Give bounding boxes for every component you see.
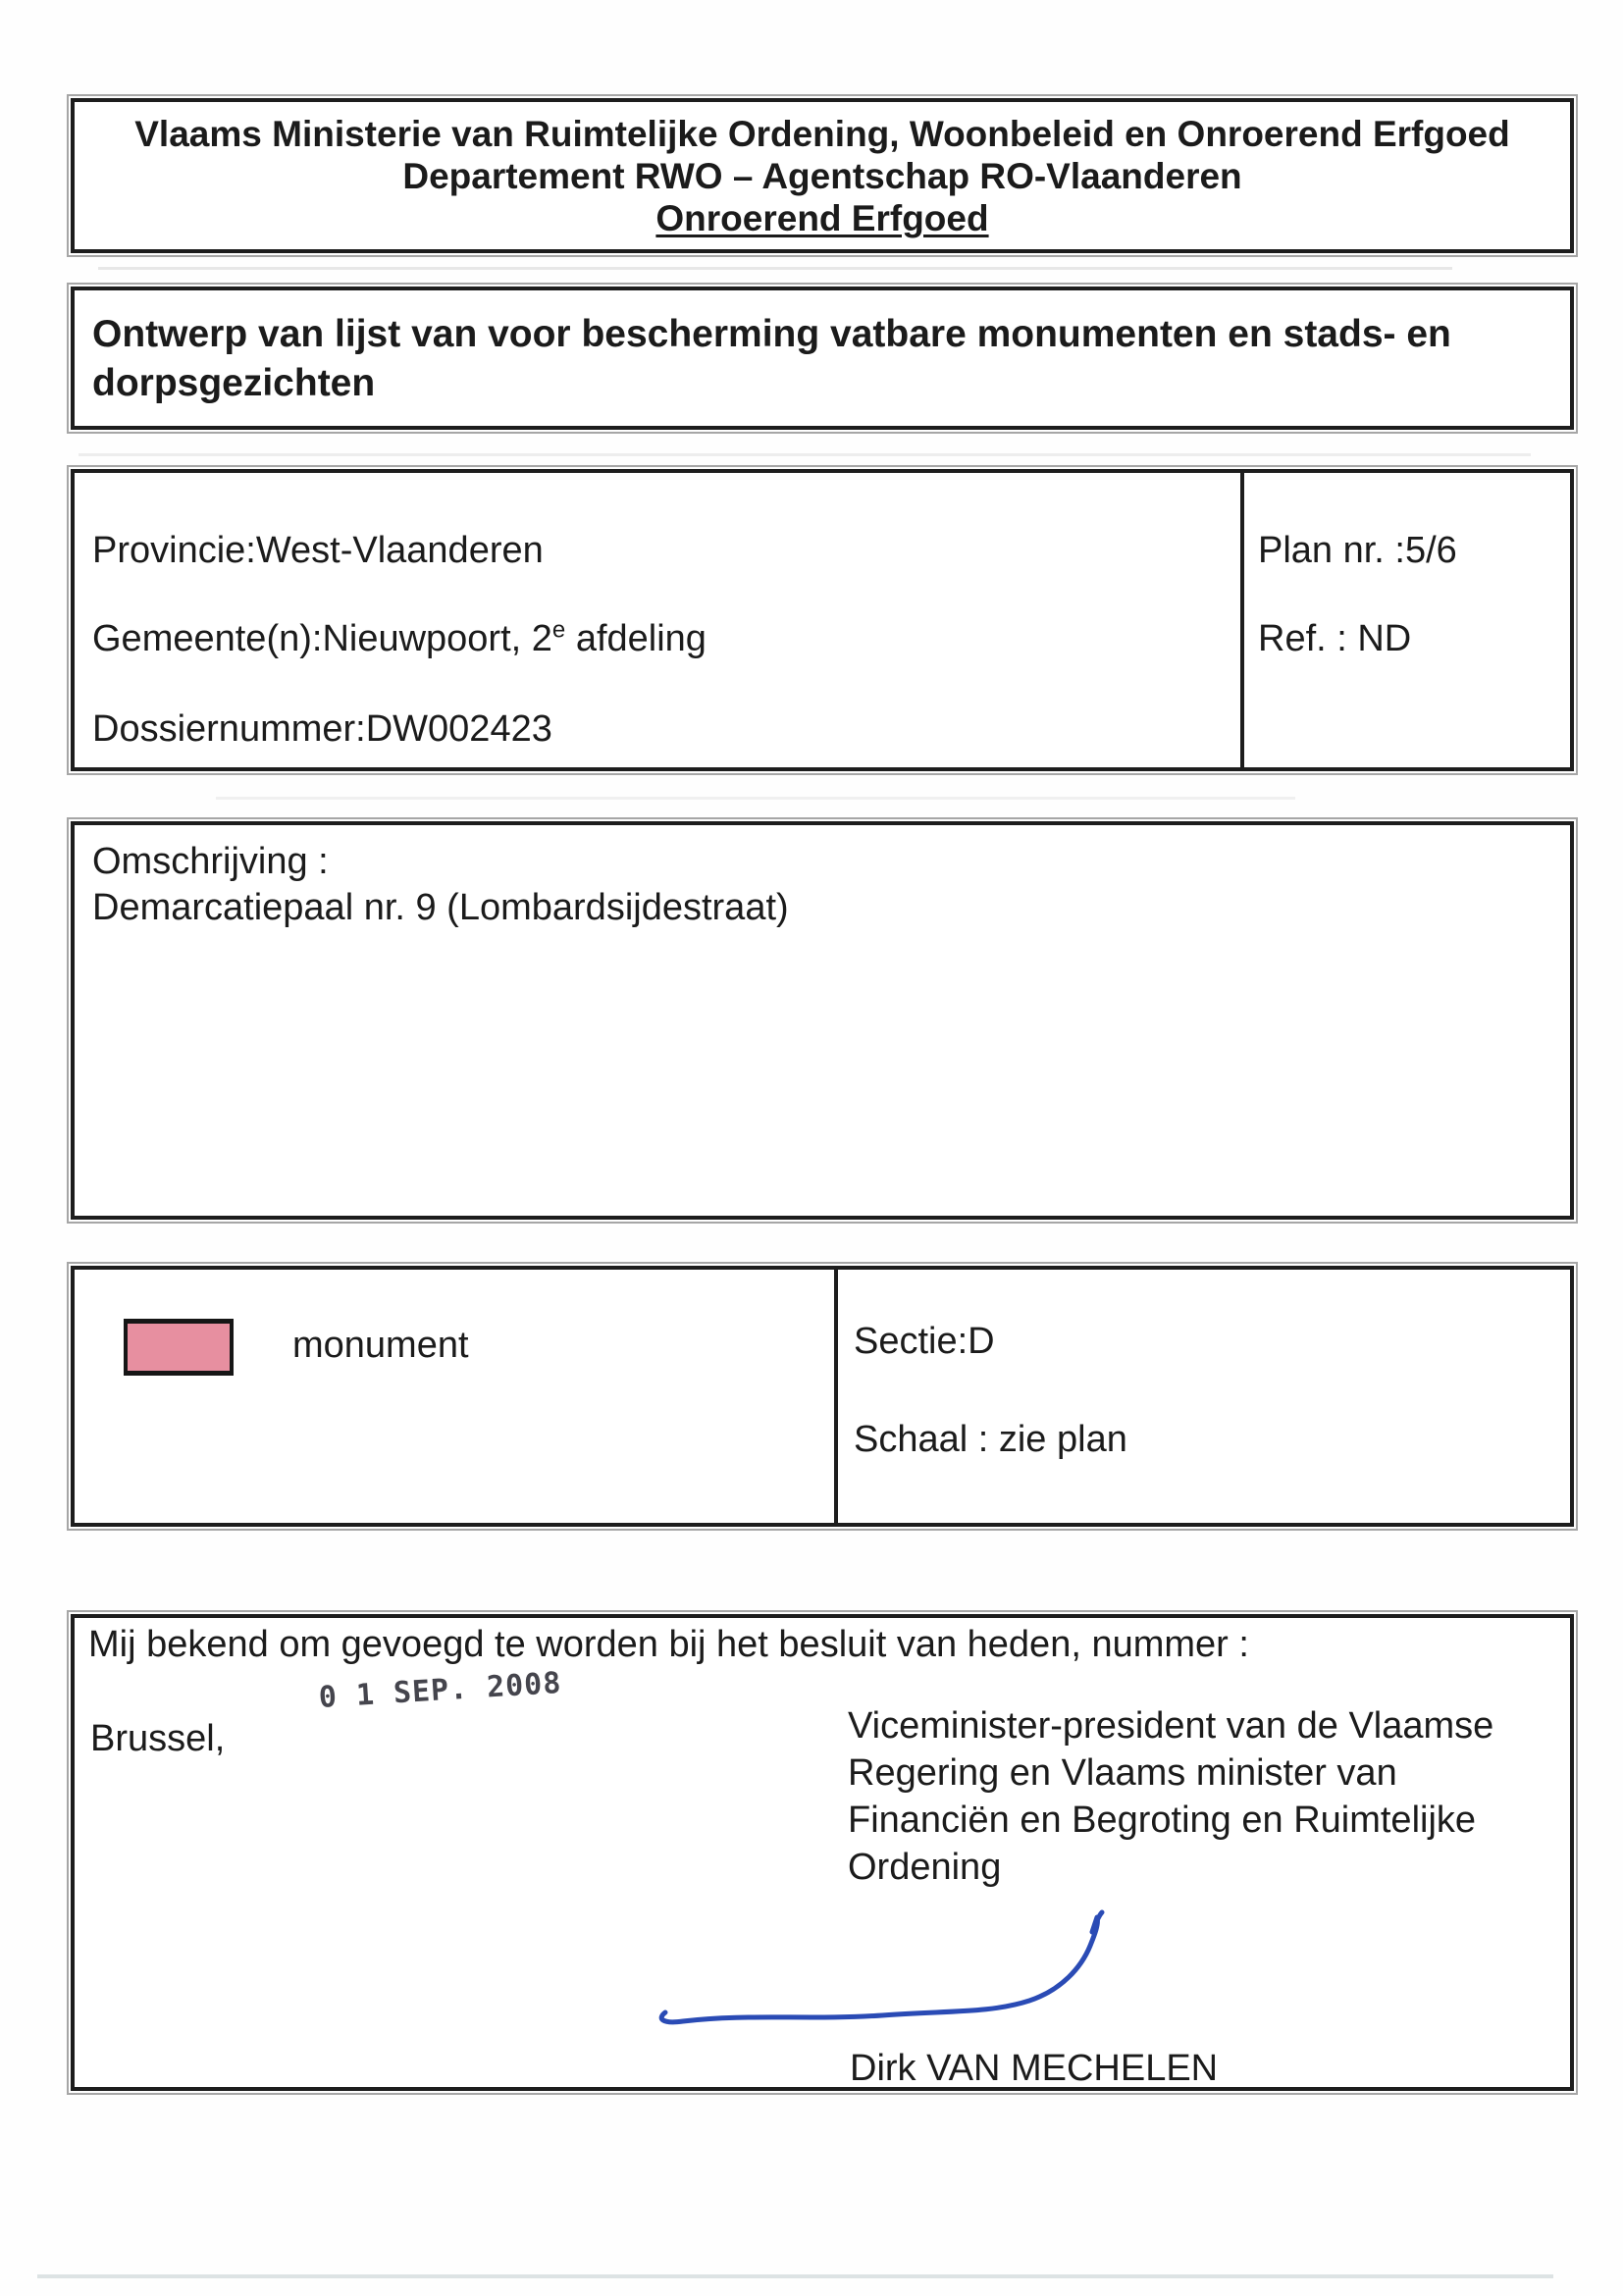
omschrijving-box xyxy=(71,821,1574,1220)
monument-label: monument xyxy=(292,1325,469,1366)
info-gemeente xyxy=(92,618,707,660)
header-line-1: Vlaams Ministerie van Ruimtelijke Ordening, Woonbeleid en Onroerend Erfgoed xyxy=(134,113,1510,154)
title-box xyxy=(71,287,1574,430)
legend-box xyxy=(71,1266,1574,1527)
info-dossiernummer: Dossiernummer:DW002423 xyxy=(92,708,552,750)
info-column-divider xyxy=(1240,469,1244,771)
scan-smudge-under-title xyxy=(79,453,1531,456)
info-plan-nr: Plan nr. :5/6 xyxy=(1258,530,1457,571)
minister-title-line-4: Ordening xyxy=(848,1847,1002,1888)
minister-title-line-3: Financiën en Begroting en Ruimtelijke xyxy=(848,1800,1477,1841)
header-box xyxy=(71,98,1574,253)
legend-column-divider xyxy=(834,1266,838,1527)
gemeente-suffix: afdeling xyxy=(565,618,707,659)
schaal-value: Schaal : zie plan xyxy=(854,1419,1127,1460)
signatory-name: Dirk VAN MECHELEN xyxy=(850,2048,1219,2089)
info-box xyxy=(71,469,1574,771)
omschrijving-value: Demarcatiepaal nr. 9 (Lombardsijdestraat) xyxy=(92,887,789,928)
footer-intro: Mij bekend om gevoegd te worden bij het besluit van heden, nummer : xyxy=(88,1624,1249,1665)
scan-smudge-under-info xyxy=(216,797,1295,800)
footer-city: Brussel, xyxy=(90,1718,226,1759)
page-bottom-scan-line xyxy=(37,2274,1553,2278)
date-stamp: 0 1 SEP. 2008 xyxy=(317,1665,563,1715)
omschrijving-label: Omschrijving : xyxy=(92,841,329,882)
monument-swatch xyxy=(124,1319,234,1376)
sectie-value: Sectie:D xyxy=(854,1321,995,1362)
header-line-3: Onroerend Erfgoed xyxy=(655,197,989,238)
info-ref: Ref. : ND xyxy=(1258,618,1412,659)
header-line-2: Departement RWO – Agentschap RO-Vlaanderen xyxy=(402,155,1242,196)
info-provincie: Provincie:West-Vlaanderen xyxy=(92,530,544,571)
minister-title-line-1: Viceminister-president van de Vlaamse xyxy=(848,1705,1494,1747)
title-line-1: Ontwerp van lijst van voor bescherming vatbare monumenten en stads- en xyxy=(92,313,1451,355)
footer-box xyxy=(71,1614,1574,2091)
signature-path xyxy=(661,1912,1102,2022)
gemeente-superscript: e xyxy=(551,616,566,644)
gemeente-prefix: Gemeente(n):Nieuwpoort, 2 xyxy=(92,618,552,659)
minister-title-block xyxy=(848,1702,1493,1891)
title-line-2: dorpsgezichten xyxy=(92,362,376,404)
minister-title-line-2: Regering en Vlaams minister van xyxy=(848,1752,1397,1794)
scan-smudge-under-header xyxy=(98,267,1452,270)
